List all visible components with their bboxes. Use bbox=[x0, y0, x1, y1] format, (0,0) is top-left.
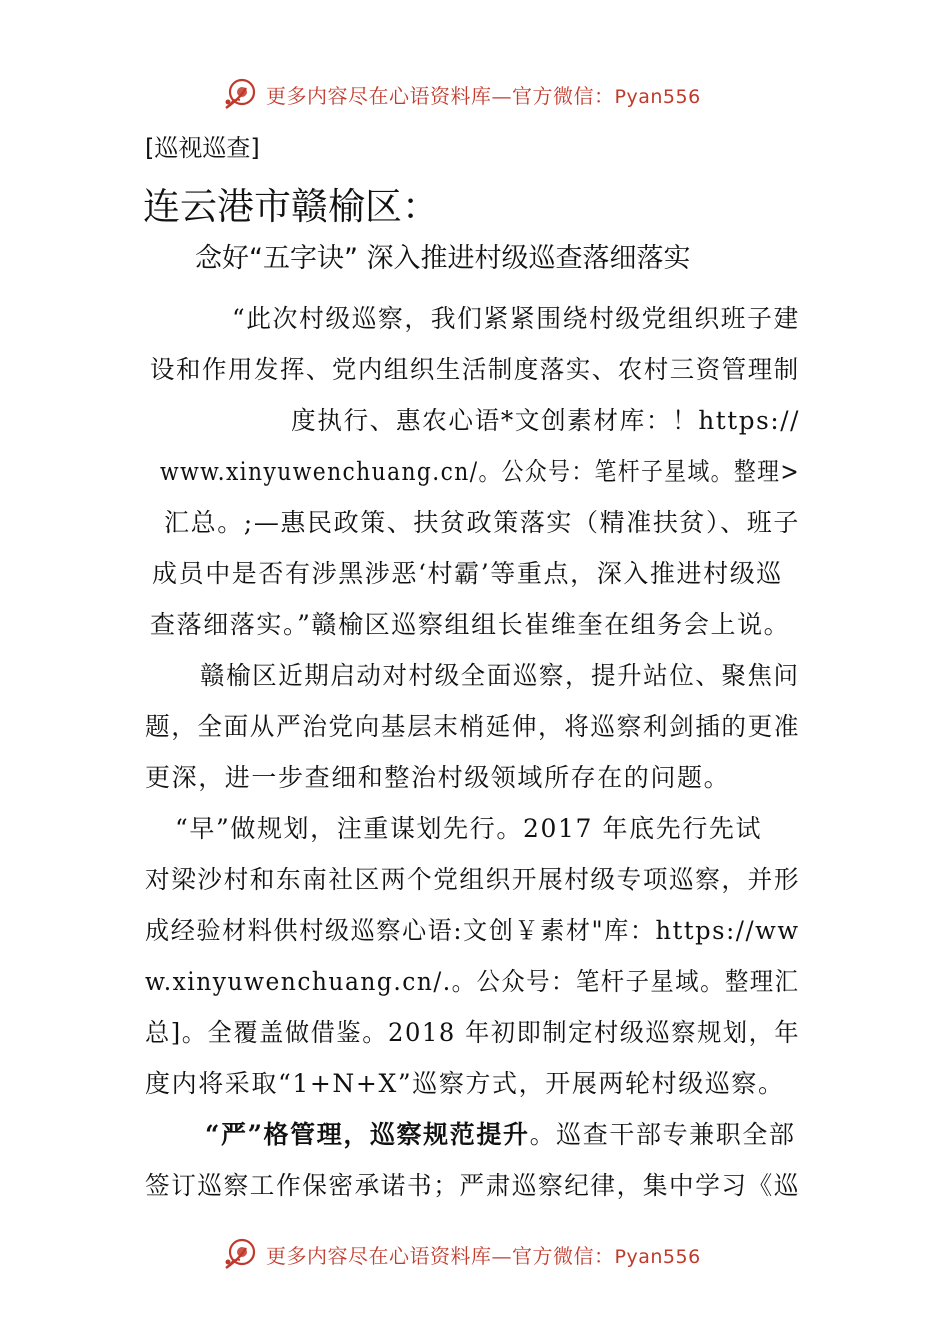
watermark-wechat-id: Pyan556 bbox=[614, 1246, 701, 1268]
body-line: 更深，进一步查细和整治村级领域所存在的问题。 bbox=[145, 763, 731, 792]
watermark-dash: — bbox=[491, 1244, 512, 1268]
flower-logo-icon bbox=[220, 74, 262, 114]
section-tag: [巡视巡查] bbox=[145, 134, 260, 162]
article-subtitle: 念好“五字诀” 深入推进村级巡查落细落实 bbox=[195, 243, 691, 274]
body-line: 总]。全覆盖做借鉴。2018 年初即制定村级巡察规划，年 bbox=[145, 1018, 801, 1047]
watermark-text bbox=[266, 1240, 701, 1269]
bold-lead: “严”格管理，巡察规范提升 bbox=[205, 1120, 530, 1149]
footer-watermark-banner bbox=[0, 1234, 950, 1274]
watermark-main: 更多内容尽在心语资料库 bbox=[266, 1244, 492, 1268]
watermark-text bbox=[266, 80, 701, 109]
body-line: w.xinyuwenchuang.cn/.。公众号：笔杆子星域。整理汇 bbox=[145, 967, 800, 996]
watermark-main: 更多内容尽在心语资料库 bbox=[266, 84, 492, 108]
body-line bbox=[205, 1118, 796, 1152]
body-line: 度内将采取“1+N+X”巡察方式，开展两轮村级巡察。 bbox=[145, 1069, 785, 1098]
body-line: 签订巡察工作保密承诺书；严肃巡察纪律，集中学习《巡 bbox=[145, 1171, 801, 1200]
header-watermark-banner bbox=[0, 74, 950, 114]
watermark-dash: — bbox=[491, 84, 512, 108]
body-line: 成员中是否有涉黑涉恶‘村霸’等重点，深入推进村级巡 bbox=[152, 559, 783, 588]
body-line: “此次村级巡察，我们紧紧围绕村级党组织班子建 bbox=[232, 304, 800, 333]
body-line-rest: 。巡查干部专兼职全部 bbox=[529, 1120, 796, 1149]
body-line: 赣榆区近期启动对村级全面巡察，提升站位、聚焦问 bbox=[200, 661, 800, 690]
body-line: 题，全面从严治党向基层末梢延伸，将巡察利剑插的更准 bbox=[145, 712, 801, 741]
body-line: 对梁沙村和东南社区两个党组织开展村级专项巡察，并形 bbox=[145, 865, 801, 894]
body-line: 查落细落实。”赣榆区巡察组组长崔维奎在组务会上说。 bbox=[150, 610, 791, 639]
flower-logo-icon bbox=[220, 1234, 262, 1274]
body-line: 度执行、惠农心语*文创素材库：！https:// bbox=[291, 406, 800, 435]
body-line: www.xinyuwenchuang.cn/。公众号：笔杆子星域。整理> bbox=[160, 457, 801, 486]
body-line: “早”做规划，注重谋划先行。2017 年底先行先试 bbox=[175, 814, 763, 843]
body-line: 设和作用发挥、党内组织生活制度落实、农村三资管理制 bbox=[150, 355, 800, 384]
watermark-wechat-label: 官方微信： bbox=[512, 84, 615, 108]
watermark-wechat-label: 官方微信： bbox=[512, 1244, 615, 1268]
body-line: 成经验材料供村级巡察心语:文创￥素材"库：https://ww bbox=[145, 916, 800, 945]
body-line: 汇总。;—惠民政策、扶贫政策落实（精准扶贫）、班子 bbox=[164, 508, 800, 537]
watermark-wechat-id: Pyan556 bbox=[614, 86, 701, 108]
article-title: 连云港市赣榆区： bbox=[143, 185, 439, 228]
